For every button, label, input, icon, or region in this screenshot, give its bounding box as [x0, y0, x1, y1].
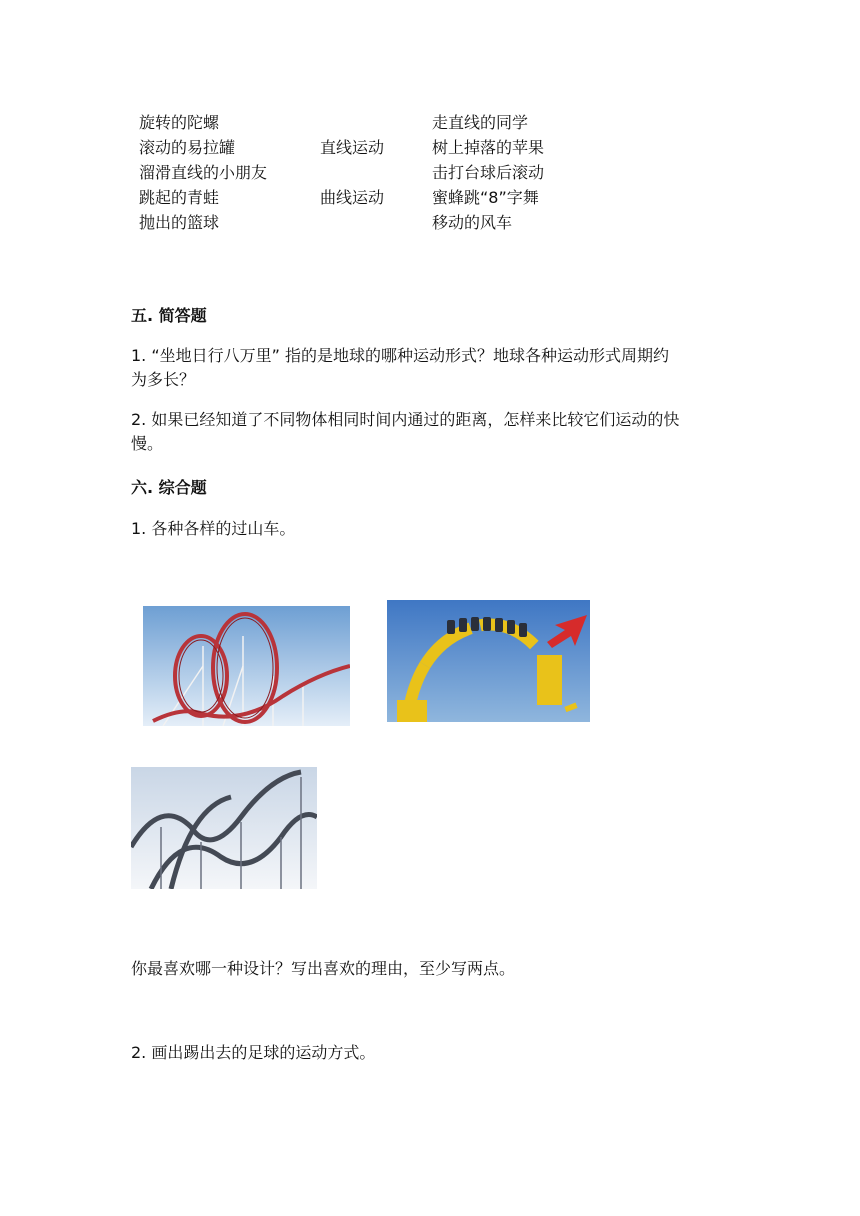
left-item-3: 溜滑直线的小朋友: [139, 163, 268, 182]
right-item-2: 树上掉落的苹果: [432, 138, 545, 157]
left-item-4: 跳起的青蛙: [139, 188, 220, 207]
question-2-line-1: 2. 如果已经知道了不同物体相同时间内通过的距离，怎样来比较它们运动的快: [131, 410, 680, 429]
dark-steel-coaster-photo: [131, 767, 317, 889]
favorite-design-prompt: 你最喜欢哪一种设计？写出喜欢的理由，至少写两点。: [131, 959, 516, 978]
section-5-question-1: [131, 344, 731, 392]
red-loop-coaster-photo: [143, 606, 350, 726]
right-item-5: 移动的风车: [432, 213, 513, 232]
left-item-1: 旋转的陀螺: [139, 113, 220, 132]
question-1-line-2: 为多长？: [131, 370, 196, 389]
left-item-5: 抛出的篮球: [139, 213, 220, 232]
right-item-4: 蜜蜂跳“8”字舞: [432, 188, 539, 207]
section-6-question-2: 2. 画出踢出去的足球的运动方式。: [131, 1043, 376, 1062]
left-item-2: 滚动的易拉罐: [139, 138, 236, 157]
yellow-arc-ride-photo: [387, 600, 590, 722]
section-5-question-2: [131, 408, 731, 456]
right-item-1: 走直线的同学: [432, 113, 529, 132]
middle-item-straight-motion: 直线运动: [320, 138, 385, 157]
section-6-question-1: 1. 各种各样的过山车。: [131, 519, 296, 538]
matching-left-column: [139, 110, 267, 235]
question-2-line-2: 慢。: [131, 434, 164, 453]
question-1-line-1: 1. “坐地日行八万里” 指的是地球的哪种运动形式？地球各种运动形式周期约: [131, 346, 670, 365]
section-6-title: 六. 综合题: [131, 478, 207, 497]
matching-right-column: [432, 110, 544, 235]
section-5-title: 五. 简答题: [131, 306, 207, 325]
middle-item-curved-motion: 曲线运动: [320, 188, 385, 207]
right-item-3: 击打台球后滚动: [432, 163, 545, 182]
